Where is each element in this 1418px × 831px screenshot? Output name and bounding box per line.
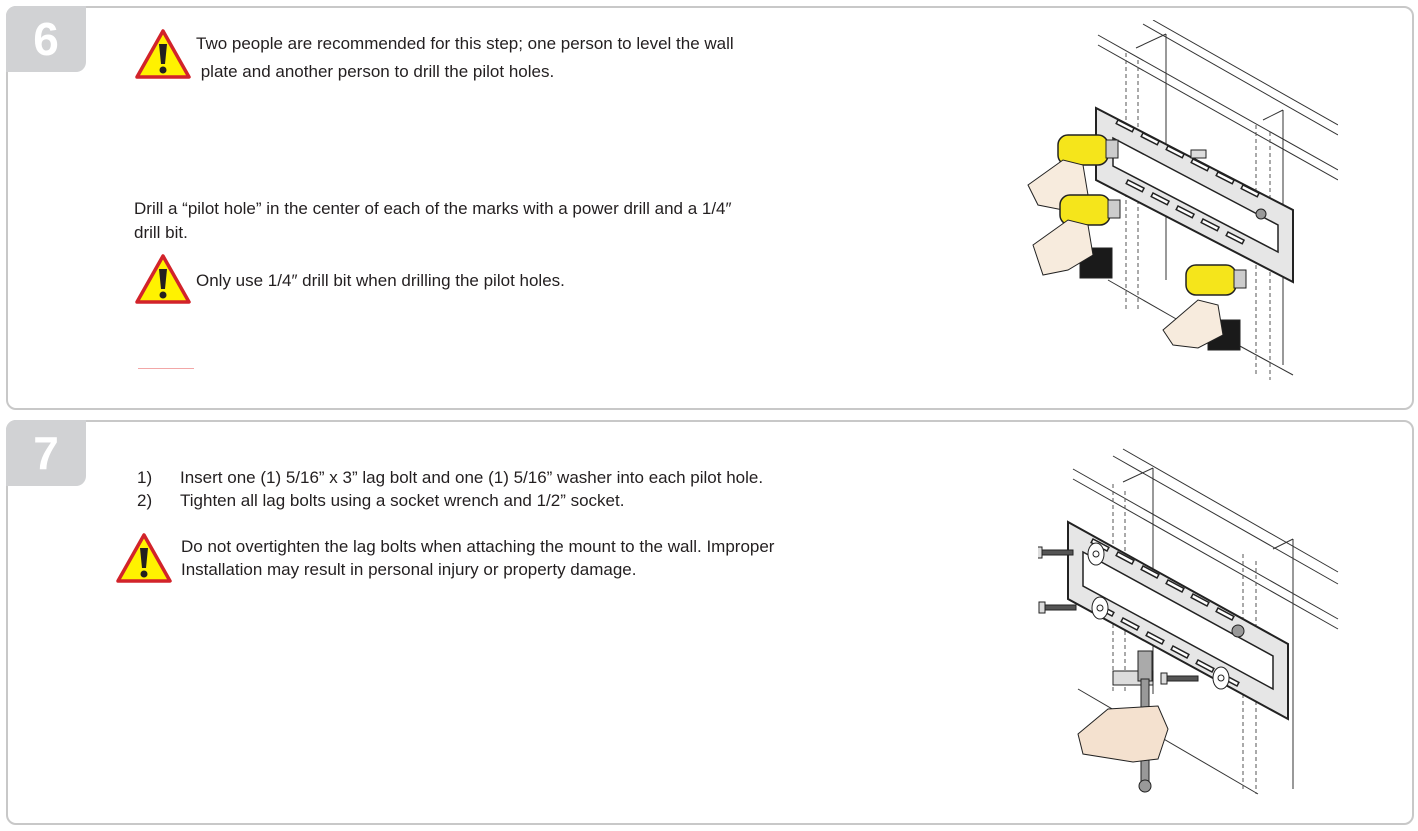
step-number-badge: 7 [6, 420, 86, 486]
socket-wrench-icon [1078, 651, 1168, 792]
warning-text-line-1: Two people are recommended for this step; one person to level the wall [196, 34, 734, 53]
divider-line [138, 368, 194, 369]
step-number-badge: 6 [6, 6, 86, 72]
warning-text-line-2: plate and another person to drill the pilot holes. [196, 62, 555, 81]
warning-icon [134, 28, 192, 80]
warning-text-line-1: Do not overtighten the lag bolts when attaching the mount to the wall. Improper [181, 537, 775, 556]
warning-icon [134, 253, 192, 305]
step-6-panel [6, 6, 1414, 410]
step-7-panel [6, 420, 1414, 825]
list-item: 2) Tighten all lag bolts using a socket wrench and 1/2” socket. [137, 491, 625, 510]
instruction-text-line-1: Drill a “pilot hole” in the center of each of the marks with a power drill and a 1/4″ [134, 199, 732, 218]
installing-lag-bolts-illustration [1038, 444, 1348, 814]
warning-text-line-2: Installation may result in personal injury or property damage. [181, 560, 637, 579]
warning-icon [115, 532, 173, 584]
warning-text: Only use 1/4″ drill bit when drilling the pilot holes. [196, 271, 565, 290]
list-item: 1) Insert one (1) 5/16” x 3” lag bolt and one (1) 5/16” washer into each pilot hole. [137, 468, 764, 487]
instruction-list [137, 466, 763, 512]
instruction-text-line-2: drill bit. [134, 223, 188, 242]
drilling-pilot-holes-illustration [1018, 20, 1338, 390]
